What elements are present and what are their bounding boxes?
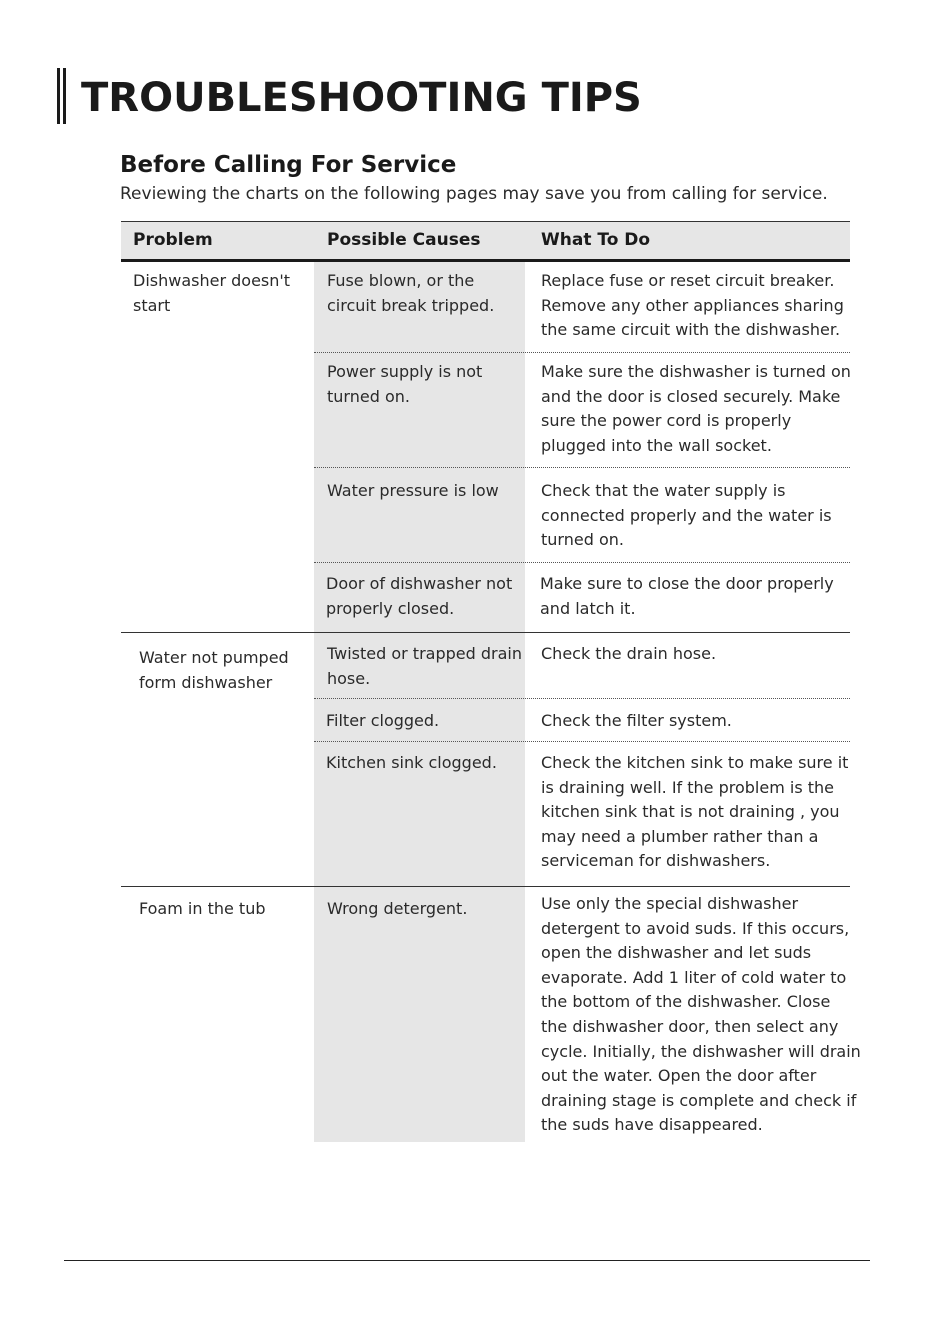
title-accent-bar <box>63 68 66 124</box>
header-possible-causes: Possible Causes <box>327 230 481 250</box>
title-accent-bar <box>57 68 60 124</box>
group-divider <box>121 632 850 633</box>
problem-cell: Water not pumped form dishwasher <box>139 648 289 692</box>
cause-cell: Door of dishwasher not properly closed. <box>326 574 513 618</box>
problem-cell: Dishwasher doesn't start <box>133 271 291 315</box>
row-divider <box>314 467 850 468</box>
problem-cell: Foam in the tub <box>139 899 266 918</box>
header-problem: Problem <box>133 230 213 250</box>
todo-cell: Make sure to close the door properly and latch it. <box>540 574 834 618</box>
todo-cell: Check the drain hose. <box>541 644 717 663</box>
cause-cell: Power supply is not turned on. <box>327 362 483 406</box>
todo-cell: Make sure the dishwasher is turned on and the door is closed securely. Make sure the power cord is properly plugged into the wall socket. <box>541 362 851 455</box>
todo-cell: Check the filter system. <box>541 711 732 730</box>
intro-text: Reviewing the charts on the following pages may save you from calling for service. <box>120 184 828 204</box>
footer-rule <box>64 1260 870 1261</box>
todo-cell: Use only the special dishwasher detergent to avoid suds. If this occurs, open the dishwasher and let suds evaporate. Add 1 liter of cold water to the bottom of the dishwasher. Close the dishwasher door, then select any cycle. Initially, the dishwasher will drain out the water. Open the door after draining stage is complete and check if the suds have disappeared. <box>541 894 861 1135</box>
section-heading: Before Calling For Service <box>120 152 457 178</box>
todo-cell: Check the kitchen sink to make sure it is draining well. If the problem is the kitchen sink that is not draining , you may need a plumber rather than a serviceman for dishwashers. <box>541 753 849 871</box>
row-divider <box>314 698 850 699</box>
cause-cell: Twisted or trapped drain hose. <box>327 644 522 688</box>
table-body <box>121 262 861 1142</box>
page-title: TROUBLESHOOTING TIPS <box>81 75 642 121</box>
troubleshooting-table <box>121 221 861 1142</box>
cause-cell: Kitchen sink clogged. <box>326 753 497 772</box>
todo-cell: Replace fuse or reset circuit breaker. Remove any other appliances sharing the same circuit with the dishwasher. <box>541 271 844 340</box>
row-divider <box>314 741 850 742</box>
header-what-to-do: What To Do <box>541 230 651 250</box>
group-divider <box>121 886 850 887</box>
row-divider <box>314 352 850 353</box>
row-divider <box>314 562 850 563</box>
cause-cell: Filter clogged. <box>326 711 440 730</box>
cause-cell: Wrong detergent. <box>327 899 468 918</box>
cause-cell: Fuse blown, or the circuit break tripped. <box>327 271 495 315</box>
cause-cell: Water pressure is low <box>327 481 499 500</box>
table-header <box>121 221 850 262</box>
todo-cell: Check that the water supply is connected properly and the water is turned on. <box>541 481 832 550</box>
